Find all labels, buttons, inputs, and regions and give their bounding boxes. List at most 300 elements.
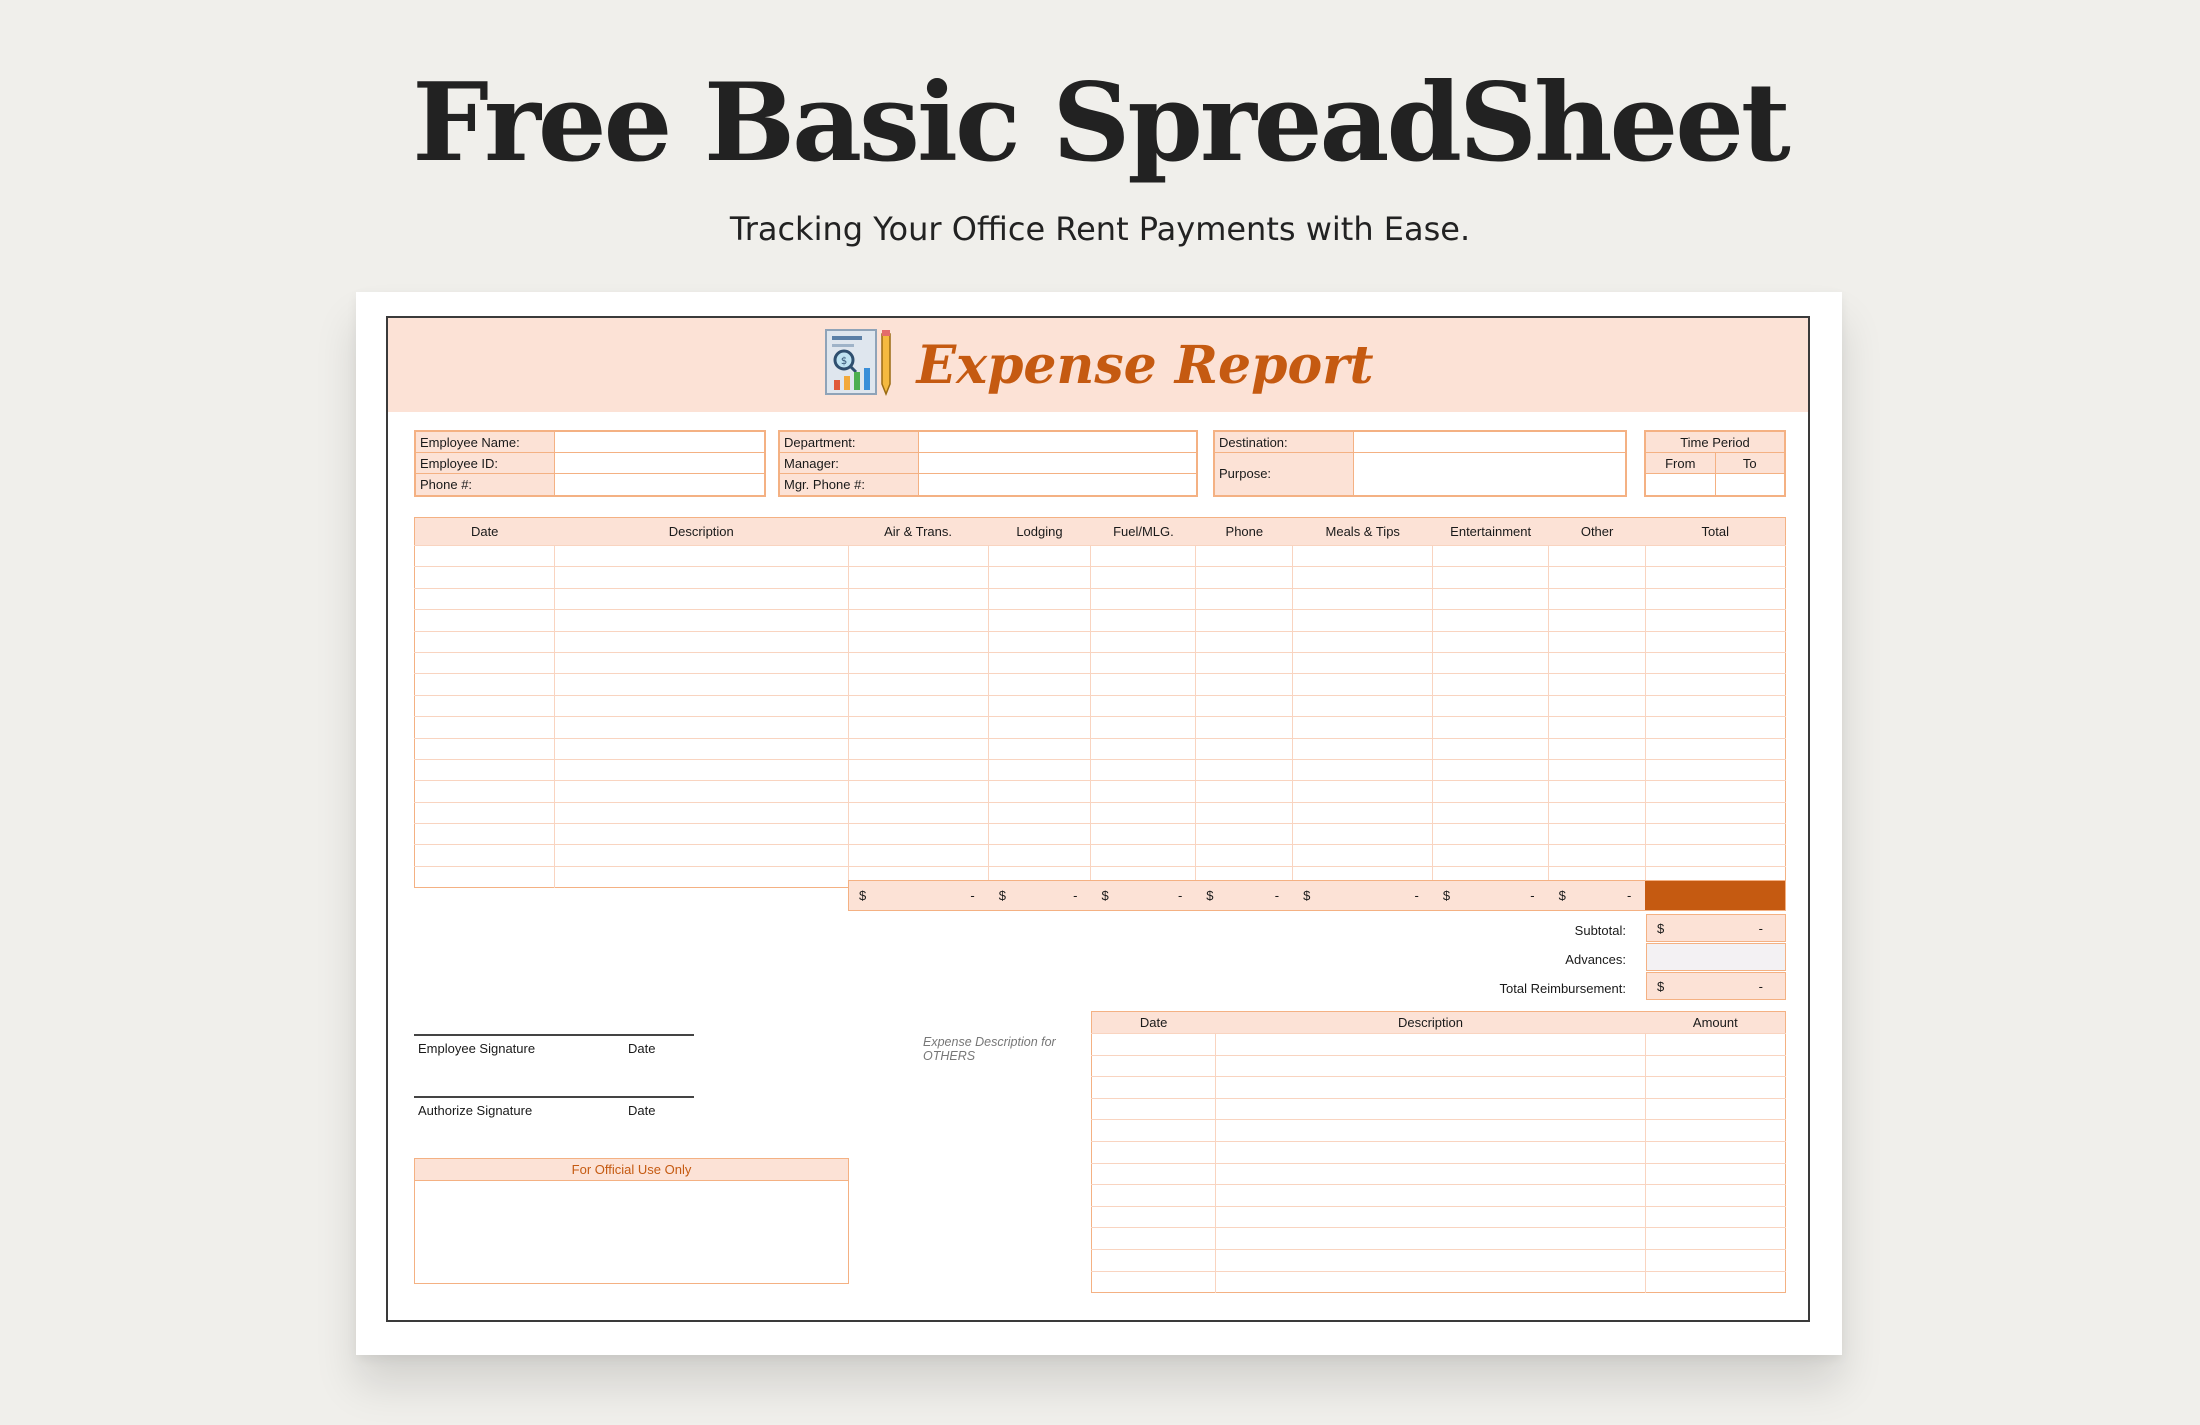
expense-cell[interactable] [848, 802, 988, 823]
expense-cell[interactable] [1433, 588, 1549, 609]
total-currency: $ [1206, 888, 1214, 903]
expense-cell[interactable] [1196, 546, 1293, 567]
trip-info-box [1213, 430, 1627, 497]
expense-cell[interactable] [848, 717, 988, 738]
others-cell[interactable] [1646, 1271, 1786, 1293]
column-totals-row [848, 880, 1786, 911]
expense-cell[interactable] [1293, 546, 1433, 567]
table-row [1092, 1077, 1786, 1099]
expense-cell[interactable] [848, 824, 988, 845]
column-total [1092, 881, 1197, 910]
expense-cell[interactable] [554, 610, 848, 631]
others-cell[interactable] [1215, 1185, 1645, 1207]
others-cell[interactable] [1092, 1098, 1216, 1120]
time-period-title: Time Period [1680, 435, 1750, 450]
total-reimbursement-value [1646, 972, 1786, 1000]
expense-cell[interactable] [1196, 802, 1293, 823]
others-cell[interactable] [1092, 1185, 1216, 1207]
page-subtitle: Tracking Your Office Rent Payments with Ease. [729, 210, 1471, 248]
others-cell[interactable] [1646, 1185, 1786, 1207]
svg-text:$: $ [841, 355, 848, 367]
expense-cell[interactable] [1549, 610, 1646, 631]
expense-cell[interactable] [848, 845, 988, 866]
others-cell[interactable] [1646, 1163, 1786, 1185]
expense-cell[interactable] [1091, 695, 1196, 716]
expense-cell[interactable] [1196, 588, 1293, 609]
table-row [415, 567, 1786, 588]
expense-cell[interactable] [554, 738, 848, 759]
expense-cell[interactable] [1549, 781, 1646, 802]
expense-cell[interactable] [1433, 631, 1549, 652]
expense-cell[interactable] [415, 866, 555, 887]
expense-cell[interactable] [848, 588, 988, 609]
others-cell[interactable] [1092, 1228, 1216, 1250]
expense-cell[interactable] [1293, 695, 1433, 716]
others-cell[interactable] [1092, 1271, 1216, 1293]
employee-info-box [414, 430, 766, 497]
expense-cell[interactable] [1196, 652, 1293, 673]
table-row [415, 717, 1786, 738]
expense-cell[interactable] [848, 738, 988, 759]
column-header: Other [1549, 518, 1646, 546]
others-cell[interactable] [1092, 1055, 1216, 1077]
expense-cell[interactable] [848, 546, 988, 567]
expense-cell[interactable] [1091, 588, 1196, 609]
expense-cell[interactable] [1293, 674, 1433, 695]
expense-cell[interactable] [1196, 717, 1293, 738]
expense-cell[interactable] [1433, 567, 1549, 588]
others-cell[interactable] [1215, 1163, 1645, 1185]
employee-signature-label: Employee Signature [418, 1041, 536, 1056]
phone-field[interactable] [555, 474, 764, 495]
others-cell[interactable] [1646, 1034, 1786, 1056]
table-row [415, 652, 1786, 673]
column-total [1433, 881, 1549, 910]
others-cell[interactable] [1092, 1120, 1216, 1142]
total-amount: - [1530, 888, 1535, 903]
expense-cell[interactable] [1549, 717, 1646, 738]
others-cell[interactable] [1646, 1249, 1786, 1271]
expense-cell[interactable] [1196, 631, 1293, 652]
from-field[interactable] [1646, 474, 1716, 495]
expense-cell[interactable] [988, 631, 1091, 652]
expense-cell[interactable] [1293, 610, 1433, 631]
total-currency: $ [998, 888, 1006, 903]
expense-cell[interactable] [1091, 781, 1196, 802]
others-note: Expense Description for OTHERS [923, 1035, 1056, 1063]
table-row [415, 610, 1786, 631]
expense-cell[interactable] [1091, 610, 1196, 631]
column-header: Entertainment [1433, 518, 1549, 546]
mgr-phone-field[interactable] [919, 474, 1196, 495]
expense-cell[interactable] [1196, 738, 1293, 759]
manager-label: Manager: [780, 453, 919, 473]
expense-cell[interactable] [1196, 610, 1293, 631]
expense-cell[interactable] [848, 781, 988, 802]
table-row [415, 674, 1786, 695]
expense-cell[interactable] [415, 546, 555, 567]
total-currency: $ [1101, 888, 1109, 903]
subtotal-amount: - [1758, 920, 1763, 936]
authorize-signature-date-label: Date [628, 1103, 656, 1118]
others-cell[interactable] [1215, 1249, 1645, 1271]
expense-cell[interactable] [1091, 631, 1196, 652]
expense-cell[interactable] [1293, 588, 1433, 609]
total-amount: - [1073, 888, 1078, 903]
expense-cell[interactable] [988, 674, 1091, 695]
expense-cell[interactable] [1646, 674, 1786, 695]
table-row [415, 824, 1786, 845]
expense-cell[interactable] [1293, 759, 1433, 780]
total-amount: - [1414, 888, 1419, 903]
reimbursement-amount: - [1758, 978, 1763, 994]
grand-total-cell [1645, 881, 1785, 910]
table-row [1092, 1055, 1786, 1077]
expense-cell[interactable] [848, 567, 988, 588]
subtotal-label: Subtotal: [1574, 923, 1626, 938]
others-cell[interactable] [1092, 1163, 1216, 1185]
expense-cell[interactable] [1091, 674, 1196, 695]
subtotal-value [1646, 914, 1786, 942]
purpose-label: Purpose: [1215, 453, 1354, 495]
department-info-box [778, 430, 1198, 497]
expense-cell[interactable] [1549, 845, 1646, 866]
table-row [415, 845, 1786, 866]
expense-cell[interactable] [1646, 567, 1786, 588]
expense-cell[interactable] [1091, 738, 1196, 759]
expense-cell[interactable] [554, 802, 848, 823]
table-row [415, 738, 1786, 759]
expense-cell[interactable] [1293, 652, 1433, 673]
expense-cell[interactable] [415, 759, 555, 780]
expense-cell[interactable] [554, 652, 848, 673]
expense-cell[interactable] [1091, 845, 1196, 866]
phone-label: Phone #: [416, 474, 555, 495]
expense-cell[interactable] [1646, 717, 1786, 738]
others-cell[interactable] [1215, 1034, 1645, 1056]
purpose-field[interactable] [1354, 453, 1625, 495]
authorize-signature-line[interactable] [414, 1096, 694, 1098]
destination-field[interactable] [1354, 432, 1625, 452]
expense-cell[interactable] [1549, 738, 1646, 759]
expense-cell[interactable] [554, 695, 848, 716]
expense-cell[interactable] [1091, 802, 1196, 823]
department-field[interactable] [919, 432, 1196, 452]
expense-report-sheet [386, 316, 1810, 1322]
expense-cell[interactable] [1196, 759, 1293, 780]
expense-cell[interactable] [1433, 610, 1549, 631]
employee-signature-date-label: Date [628, 1041, 656, 1056]
expense-cell[interactable] [1091, 567, 1196, 588]
column-header: Meals & Tips [1293, 518, 1433, 546]
expense-cell[interactable] [988, 546, 1091, 567]
total-currency: $ [1558, 888, 1566, 903]
table-row [415, 631, 1786, 652]
expense-cell[interactable] [1646, 695, 1786, 716]
destination-label: Destination: [1215, 432, 1354, 452]
others-cell[interactable] [1646, 1077, 1786, 1099]
column-header: Date [415, 518, 555, 546]
column-header: Air & Trans. [848, 518, 988, 546]
expense-cell[interactable] [1293, 781, 1433, 802]
table-row [1092, 1141, 1786, 1163]
expense-cell[interactable] [554, 866, 848, 887]
expense-cell[interactable] [1196, 567, 1293, 588]
from-label: From [1646, 453, 1716, 473]
others-cell[interactable] [1646, 1055, 1786, 1077]
expense-cell[interactable] [1091, 546, 1196, 567]
expense-cell[interactable] [1549, 802, 1646, 823]
table-row [415, 695, 1786, 716]
expense-cell[interactable] [988, 567, 1091, 588]
column-header: Description [554, 518, 848, 546]
expense-cell[interactable] [415, 567, 555, 588]
expense-cell[interactable] [848, 652, 988, 673]
expense-cell[interactable] [1646, 588, 1786, 609]
others-cell[interactable] [1646, 1206, 1786, 1228]
others-cell[interactable] [1646, 1120, 1786, 1142]
column-header: Total [1646, 518, 1786, 546]
column-total [1293, 881, 1433, 910]
column-header: Lodging [988, 518, 1091, 546]
others-cell[interactable] [1215, 1098, 1645, 1120]
expense-cell[interactable] [1293, 802, 1433, 823]
expense-cell[interactable] [554, 631, 848, 652]
subtotal-currency: $ [1657, 920, 1665, 936]
expense-cell[interactable] [1549, 674, 1646, 695]
expense-cell[interactable] [1091, 759, 1196, 780]
expense-cell[interactable] [1433, 652, 1549, 673]
table-row [1092, 1120, 1786, 1142]
expense-cell[interactable] [1433, 717, 1549, 738]
report-banner [388, 318, 1808, 412]
spreadsheet-preview [356, 292, 1842, 1355]
expense-cell[interactable] [554, 824, 848, 845]
employee-id-label: Employee ID: [416, 453, 555, 473]
others-cell[interactable] [1092, 1249, 1216, 1271]
expense-cell[interactable] [988, 759, 1091, 780]
expense-cell[interactable] [554, 845, 848, 866]
expense-cell[interactable] [1293, 717, 1433, 738]
expense-cell[interactable] [988, 695, 1091, 716]
expense-cell[interactable] [1646, 759, 1786, 780]
total-amount: - [1177, 888, 1183, 903]
table-row [415, 546, 1786, 567]
expense-cell[interactable] [1196, 674, 1293, 695]
others-cell[interactable] [1646, 1098, 1786, 1120]
expense-cell[interactable] [554, 546, 848, 567]
expense-cell[interactable] [554, 588, 848, 609]
expense-cell[interactable] [1091, 652, 1196, 673]
expense-cell[interactable] [1646, 781, 1786, 802]
report-title: Expense Report [916, 334, 1374, 396]
others-table [1091, 1011, 1786, 1293]
others-cell[interactable] [1092, 1141, 1216, 1163]
expense-cell[interactable] [1091, 824, 1196, 845]
expense-cell[interactable] [415, 674, 555, 695]
expense-cell[interactable] [1646, 824, 1786, 845]
expense-cell[interactable] [554, 717, 848, 738]
expense-cell[interactable] [1433, 674, 1549, 695]
expense-cell[interactable] [988, 802, 1091, 823]
expense-cell[interactable] [1433, 759, 1549, 780]
official-use-box [414, 1158, 849, 1284]
page-title: Free Basic SpreadSheet [412, 60, 1788, 186]
table-row [415, 781, 1786, 802]
expense-cell[interactable] [415, 695, 555, 716]
others-cell[interactable] [1646, 1228, 1786, 1250]
expense-cell[interactable] [1549, 631, 1646, 652]
expense-cell[interactable] [1549, 546, 1646, 567]
total-reimbursement-label: Total Reimbursement: [1499, 981, 1626, 996]
total-currency: $ [1303, 888, 1311, 903]
table-row [415, 759, 1786, 780]
expense-cell[interactable] [1091, 717, 1196, 738]
column-total [849, 881, 989, 910]
expense-cell[interactable] [1549, 695, 1646, 716]
table-row [1092, 1185, 1786, 1207]
expense-cell[interactable] [1549, 652, 1646, 673]
expense-cell[interactable] [1549, 824, 1646, 845]
department-label: Department: [780, 432, 919, 452]
expense-cell[interactable] [1293, 631, 1433, 652]
table-row [1092, 1228, 1786, 1250]
expense-cell[interactable] [1433, 738, 1549, 759]
expense-cell[interactable] [1433, 802, 1549, 823]
expense-cell[interactable] [848, 674, 988, 695]
others-cell[interactable] [1215, 1077, 1645, 1099]
others-column-header: Date [1092, 1012, 1216, 1034]
others-cell[interactable] [1215, 1271, 1645, 1293]
expense-cell[interactable] [554, 567, 848, 588]
expense-cell[interactable] [988, 824, 1091, 845]
expense-table [414, 517, 1786, 888]
employee-name-field[interactable] [555, 432, 764, 452]
table-row [1092, 1034, 1786, 1056]
expense-cell[interactable] [1293, 824, 1433, 845]
others-cell[interactable] [1215, 1206, 1645, 1228]
expense-cell[interactable] [1196, 695, 1293, 716]
mgr-phone-label: Mgr. Phone #: [780, 474, 919, 495]
expense-cell[interactable] [1196, 845, 1293, 866]
others-column-header: Description [1215, 1012, 1645, 1034]
expense-cell[interactable] [415, 781, 555, 802]
expense-cell[interactable] [1549, 567, 1646, 588]
expense-cell[interactable] [1646, 845, 1786, 866]
expense-cell[interactable] [1293, 845, 1433, 866]
expense-cell[interactable] [848, 610, 988, 631]
others-cell[interactable] [1646, 1141, 1786, 1163]
column-total [1549, 881, 1646, 910]
expense-cell[interactable] [1646, 652, 1786, 673]
employee-id-field[interactable] [555, 453, 764, 473]
expense-cell[interactable] [1549, 588, 1646, 609]
total-amount: - [1274, 888, 1280, 903]
expense-cell[interactable] [554, 674, 848, 695]
expense-cell[interactable] [1646, 610, 1786, 631]
expense-cell[interactable] [1646, 546, 1786, 567]
to-label: To [1742, 456, 1757, 471]
expense-cell[interactable] [1433, 781, 1549, 802]
official-use-field[interactable] [415, 1181, 848, 1285]
expense-cell[interactable] [1646, 802, 1786, 823]
expense-cell[interactable] [1433, 824, 1549, 845]
expense-cell[interactable] [988, 588, 1091, 609]
expense-cell[interactable] [554, 781, 848, 802]
expense-cell[interactable] [1646, 631, 1786, 652]
expense-cell[interactable] [415, 845, 555, 866]
expense-cell[interactable] [415, 652, 555, 673]
expense-cell[interactable] [1433, 845, 1549, 866]
employee-name-label: Employee Name: [416, 432, 555, 452]
others-cell[interactable] [1092, 1034, 1216, 1056]
official-use-title: For Official Use Only [415, 1159, 848, 1181]
expense-cell[interactable] [415, 610, 555, 631]
time-period-box [1644, 430, 1786, 497]
table-row [1092, 1163, 1786, 1185]
authorize-signature-label: Authorize Signature [418, 1103, 533, 1118]
table-row [1092, 1271, 1786, 1293]
advances-field[interactable] [1646, 943, 1786, 971]
table-row [1092, 1098, 1786, 1120]
manager-field[interactable] [919, 453, 1196, 473]
expense-cell[interactable] [1433, 546, 1549, 567]
others-cell[interactable] [1092, 1206, 1216, 1228]
column-total [1196, 881, 1293, 910]
reimbursement-currency: $ [1657, 978, 1665, 994]
expense-cell[interactable] [415, 738, 555, 759]
total-currency: $ [859, 888, 867, 903]
expense-cell[interactable] [848, 631, 988, 652]
expense-cell[interactable] [1196, 781, 1293, 802]
column-header: Fuel/MLG. [1091, 518, 1196, 546]
others-cell[interactable] [1215, 1120, 1645, 1142]
expense-cell[interactable] [988, 781, 1091, 802]
expense-cell[interactable] [988, 738, 1091, 759]
expense-cell[interactable] [1293, 567, 1433, 588]
expense-cell[interactable] [988, 652, 1091, 673]
expense-cell[interactable] [848, 695, 988, 716]
expense-cell[interactable] [554, 759, 848, 780]
expense-cell[interactable] [415, 717, 555, 738]
employee-signature-line[interactable] [414, 1034, 694, 1036]
others-cell[interactable] [1215, 1141, 1645, 1163]
expense-report-illustration-icon [822, 326, 896, 405]
expense-cell[interactable] [1196, 824, 1293, 845]
to-field[interactable] [1716, 474, 1785, 495]
expense-cell[interactable] [988, 610, 1091, 631]
expense-cell[interactable] [988, 845, 1091, 866]
expense-cell[interactable] [415, 824, 555, 845]
column-total [989, 881, 1092, 910]
others-column-header: Amount [1646, 1012, 1786, 1034]
others-cell[interactable] [1215, 1228, 1645, 1250]
table-row [415, 588, 1786, 609]
expense-cell[interactable] [1549, 759, 1646, 780]
expense-cell[interactable] [1433, 695, 1549, 716]
others-cell[interactable] [1215, 1055, 1645, 1077]
expense-cell[interactable] [1646, 738, 1786, 759]
expense-cell[interactable] [415, 631, 555, 652]
expense-cell[interactable] [848, 759, 988, 780]
expense-cell[interactable] [415, 588, 555, 609]
expense-cell[interactable] [1293, 738, 1433, 759]
expense-cell[interactable] [988, 717, 1091, 738]
advances-label: Advances: [1565, 952, 1626, 967]
others-cell[interactable] [1092, 1077, 1216, 1099]
total-amount: - [1627, 888, 1632, 903]
expense-cell[interactable] [415, 802, 555, 823]
